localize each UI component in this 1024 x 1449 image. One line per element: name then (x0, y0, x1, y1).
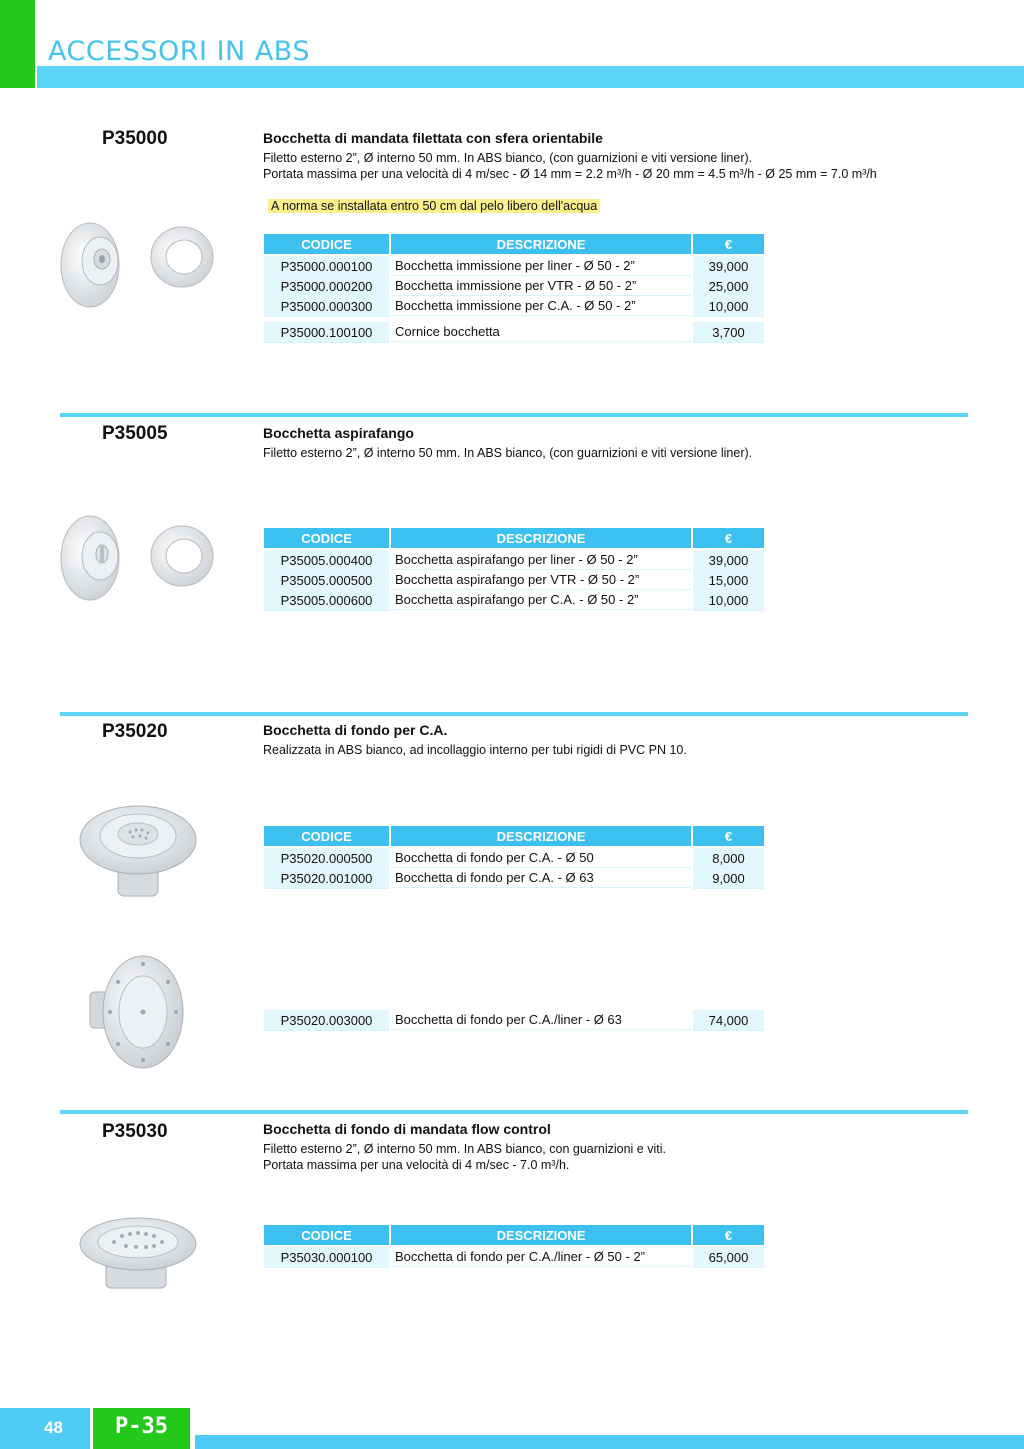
table-row (264, 868, 766, 888)
row-description: Bocchetta di fondo per C.A. - Ø 63 (391, 868, 691, 888)
section-divider (60, 712, 968, 716)
row-code: P35005.000500 (264, 570, 389, 591)
header-price: € (693, 234, 764, 254)
product-title: Bocchetta di fondo per C.A. (263, 722, 448, 738)
product-code: P35020 (102, 721, 168, 742)
header-code: CODICE (264, 826, 389, 846)
table-row (264, 256, 766, 276)
header-description: DESCRIZIONE (391, 826, 691, 846)
footer-bar (195, 1435, 1024, 1449)
floor-drain-liner-image (88, 952, 188, 1072)
vacuum-nozzle-image (58, 508, 218, 608)
norm-note: A norma se installata entro 50 cm dal pelo libero dell'acqua (268, 199, 600, 213)
table-row (264, 1247, 766, 1267)
header-description: DESCRIZIONE (391, 528, 691, 548)
table-header-row (264, 826, 766, 846)
floor-drain-image (78, 800, 200, 900)
row-description: Bocchetta di fondo per C.A./liner - Ø 50 - 2” (391, 1247, 691, 1267)
row-price: 15,000 (693, 570, 764, 591)
table-row (264, 570, 766, 590)
header-code: CODICE (264, 1225, 389, 1245)
row-code: P35005.000400 (264, 550, 389, 571)
table-row (264, 276, 766, 296)
description-line: Filetto esterno 2”, Ø interno 50 mm. In ABS bianco, con guarnizioni e viti. (263, 1142, 666, 1156)
row-code: P35005.000600 (264, 590, 389, 611)
description-line: Portata massima per una velocità di 4 m/sec - Ø 14 mm = 2.2 m³/h - Ø 20 mm = 4.5 m³/h - Ø 25 mm = 7.0 m³/h (263, 167, 877, 181)
row-description: Bocchetta immissione per liner - Ø 50 - 2” (391, 256, 691, 276)
header-description: DESCRIZIONE (391, 1225, 691, 1245)
table-row (264, 322, 766, 342)
row-code: P35020.001000 (264, 868, 389, 889)
price-table (264, 1225, 766, 1267)
inlet-nozzle-image (58, 215, 218, 315)
row-description: Bocchetta di fondo per C.A./liner - Ø 63 (391, 1010, 691, 1030)
header-description: DESCRIZIONE (391, 234, 691, 254)
row-price: 39,000 (693, 550, 764, 571)
page-title: ACCESSORI IN ABS (48, 36, 310, 67)
header-code: CODICE (264, 234, 389, 254)
row-price: 39,000 (693, 256, 764, 277)
table-row (264, 590, 766, 610)
row-code: P35000.000200 (264, 276, 389, 297)
header-blue-bar (37, 66, 1024, 88)
table-header-row (264, 234, 766, 254)
row-price: 10,000 (693, 590, 764, 611)
product-description (263, 742, 687, 758)
row-price: 65,000 (693, 1247, 764, 1268)
page-number: 48 (44, 1418, 63, 1437)
flow-control-drain-image (78, 1212, 200, 1292)
row-price: 8,000 (693, 848, 764, 869)
description-line: Filetto esterno 2”, Ø interno 50 mm. In ABS bianco, (con guarnizioni e viti versione liner). (263, 446, 753, 460)
product-description (263, 150, 877, 182)
price-table (264, 826, 766, 888)
header-price: € (693, 1225, 764, 1245)
page-number-block (0, 1408, 90, 1449)
product-code: P35000 (102, 128, 168, 149)
row-description: Bocchetta di fondo per C.A. - Ø 50 (391, 848, 691, 868)
row-description: Bocchetta aspirafango per VTR - Ø 50 - 2” (391, 570, 691, 590)
row-code: P35000.000300 (264, 296, 389, 317)
table-row (264, 848, 766, 868)
table-row (264, 550, 766, 570)
description-line: Portata massima per una velocità di 4 m/sec - 7.0 m³/h. (263, 1158, 570, 1172)
row-code: P35020.000500 (264, 848, 389, 869)
product-description (263, 445, 752, 461)
product-title: Bocchetta di mandata filettata con sfera orientabile (263, 130, 603, 146)
price-table (264, 1010, 766, 1030)
product-description (263, 1141, 666, 1173)
price-table (264, 528, 766, 610)
row-price: 9,000 (693, 868, 764, 889)
row-code: P35020.003000 (264, 1010, 389, 1031)
row-price: 74,000 (693, 1010, 764, 1031)
header-green-block (0, 0, 35, 88)
description-line: Realizzata in ABS bianco, ad incollaggio interno per tubi rigidi di PVC PN 10. (263, 743, 687, 757)
row-price: 25,000 (693, 276, 764, 297)
section-divider (60, 1110, 968, 1114)
page-code: P-35 (115, 1414, 168, 1439)
table-header-row (264, 528, 766, 548)
row-price: 10,000 (693, 296, 764, 317)
product-title: Bocchetta di fondo di mandata flow control (263, 1121, 551, 1137)
page-code-block (93, 1408, 190, 1449)
header-price: € (693, 826, 764, 846)
row-code: P35000.100100 (264, 322, 389, 343)
product-title: Bocchetta aspirafango (263, 425, 414, 441)
row-description: Bocchetta aspirafango per C.A. - Ø 50 - 2” (391, 590, 691, 610)
price-table (264, 234, 766, 342)
section-divider (60, 413, 968, 417)
row-description: Cornice bocchetta (391, 322, 691, 342)
row-price: 3,700 (693, 322, 764, 343)
header-code: CODICE (264, 528, 389, 548)
table-header-row (264, 1225, 766, 1245)
row-description: Bocchetta aspirafango per liner - Ø 50 - 2” (391, 550, 691, 570)
row-description: Bocchetta immissione per C.A. - Ø 50 - 2” (391, 296, 691, 316)
row-description: Bocchetta immissione per VTR - Ø 50 - 2” (391, 276, 691, 296)
row-code: P35000.000100 (264, 256, 389, 277)
table-row (264, 296, 766, 316)
product-code: P35030 (102, 1121, 168, 1142)
product-code: P35005 (102, 423, 168, 444)
table-row (264, 1010, 766, 1030)
row-code: P35030.000100 (264, 1247, 389, 1268)
description-line: Filetto esterno 2”, Ø interno 50 mm. In ABS bianco, (con guarnizioni e viti versione liner). (263, 151, 753, 165)
header-price: € (693, 528, 764, 548)
